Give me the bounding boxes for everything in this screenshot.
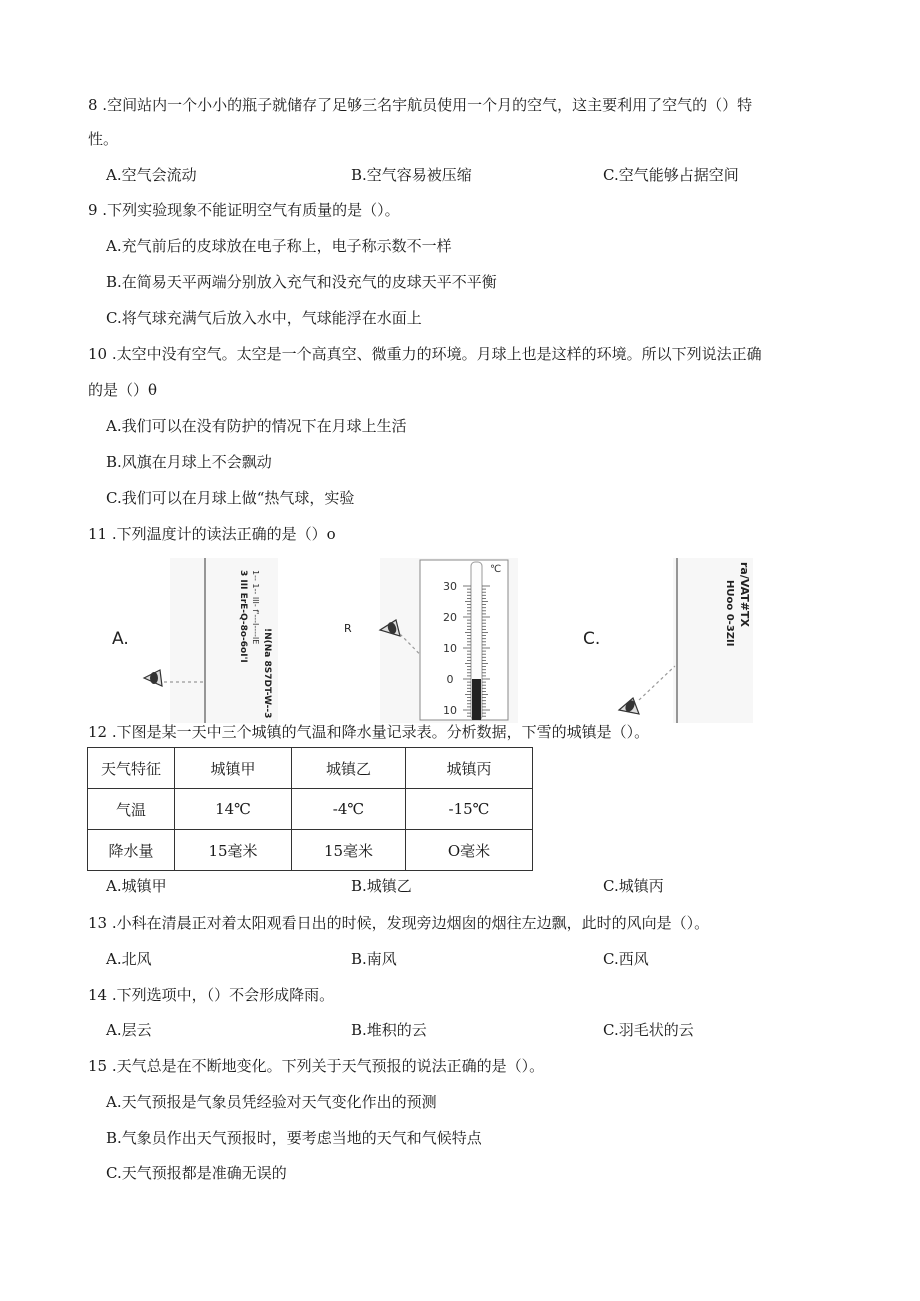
q10-stem-line1: 10 .太空中没有空气。太空是一个高真空、微重力的环境。月球上也是这样的环境。所以下列说法正确 <box>88 345 762 363</box>
garbled-scale-a3: !N(Na 8S7DT-W--3 <box>262 628 272 719</box>
thermometer-figure-a <box>108 558 278 723</box>
scale-tick-label: 30 <box>443 580 457 593</box>
q13-option-a: A.北风 <box>106 950 152 968</box>
garbled-scale-a1: 3 III ErE-Q-8o-6oI'I <box>238 570 248 663</box>
q15-stem: 15 .天气总是在不断地变化。下列关于天气预报的说法正确的是（）。 <box>88 1057 545 1075</box>
q12-option-a: A.城镇甲 <box>106 877 167 895</box>
label-c: C. <box>583 629 601 649</box>
q15-option-b: B.气象员作出天气预报时，要考虑当地的天气和气候特点 <box>106 1129 482 1147</box>
table-cell: 15毫米 <box>175 830 292 871</box>
table-cell: 14℃ <box>175 789 292 830</box>
scale-unit: ℃ <box>490 564 502 575</box>
q12-option-b: B.城镇乙 <box>351 877 412 895</box>
q14-stem: 14 .下列选项中，（）不会形成降雨。 <box>88 986 335 1004</box>
table-cell: 15毫米 <box>292 830 406 871</box>
table-cell: 天气特征 <box>88 748 175 789</box>
table-cell: 气温 <box>88 789 175 830</box>
table-cell: -15℃ <box>406 789 533 830</box>
q15-option-a: A.天气预报是气象员凭经验对天气变化作出的预测 <box>106 1093 437 1111</box>
table-cell: 城镇乙 <box>292 748 406 789</box>
thermometer-figure-c <box>575 558 775 723</box>
q12-option-c: C.城镇丙 <box>603 877 664 895</box>
q14-option-c: C.羽毛状的云 <box>603 1021 694 1039</box>
q9-option-a: A.充气前后的皮球放在电子称上，电子称示数不一样 <box>106 237 452 255</box>
table-row <box>88 789 533 830</box>
q10-option-b: B.风旗在月球上不会飘动 <box>106 453 272 471</box>
q9-option-c: C.将气球充满气后放入水中，气球能浮在水面上 <box>106 309 422 327</box>
label-b: R <box>344 622 352 635</box>
q8-stem-line2: 性。 <box>88 130 119 148</box>
scale-tick-label: 10 <box>443 642 457 655</box>
table-cell: 降水量 <box>88 830 175 871</box>
scale-tick-label: 0 <box>446 673 454 686</box>
q9-option-b: B.在简易天平两端分别放入充气和没充气的皮球天平不平衡 <box>106 273 497 291</box>
q10-option-a: A.我们可以在没有防护的情况下在月球上生活 <box>106 417 407 435</box>
q13-option-b: B.南风 <box>351 950 397 968</box>
thermometer-figure-b <box>338 558 518 723</box>
mercury-column <box>472 679 481 720</box>
q10-stem-line2: 的是（）θ <box>88 381 158 399</box>
table-header-row <box>88 748 533 789</box>
q10-option-c: C.我们可以在月球上做“热气球，实验 <box>106 489 355 507</box>
q15-option-c: C.天气预报都是准确无误的 <box>106 1164 287 1182</box>
table-cell: O毫米 <box>406 830 533 871</box>
table-cell: 城镇甲 <box>175 748 292 789</box>
q13-stem: 13 .小科在清晨正对着太阳观看日出的时候，发现旁边烟囱的烟往左边飘，此时的风向是（）。 <box>88 914 710 932</box>
q13-option-c: C.西风 <box>603 950 649 968</box>
sight-line-c <box>639 666 675 700</box>
garbled-scale-a2: 1-- 1-- III- f'---I----IE <box>251 570 260 645</box>
label-a: A. <box>112 629 129 649</box>
table-row <box>88 830 533 871</box>
q11-stem: 11 .下列温度计的读法正确的是（）o <box>88 525 336 543</box>
scale-tick-label: 10 <box>443 704 457 717</box>
weather-table <box>87 747 533 871</box>
q14-option-a: A.层云 <box>106 1021 152 1039</box>
q14-option-b: B.堆积的云 <box>351 1021 427 1039</box>
q8-option-b: B.空气容易被压缩 <box>351 166 472 184</box>
q12-stem: 12 .下图是某一天中三个城镇的气温和降水量记录表。分析数据，下雪的城镇是（）。 <box>88 723 650 741</box>
q8-option-c: C.空气能够占据空间 <box>603 166 739 184</box>
scale-tick-label: 20 <box>443 611 457 624</box>
eye-icon-c <box>619 698 639 714</box>
garbled-scale-c2: HUoo 0-3ZII <box>724 580 735 647</box>
q8-stem-line1: 8 .空间站内一个小小的瓶子就储存了足够三名宇航员使用一个月的空气，这主要利用了空气的（）特 <box>88 96 753 114</box>
eye-icon-a <box>144 670 162 686</box>
q9-stem: 9 .下列实验现象不能证明空气有质量的是（）。 <box>88 201 400 219</box>
garbled-scale-c1: ra/VAT#TX <box>738 562 751 627</box>
q8-option-a: A.空气会流动 <box>106 166 197 184</box>
table-cell: 城镇丙 <box>406 748 533 789</box>
table-cell: -4℃ <box>292 789 406 830</box>
